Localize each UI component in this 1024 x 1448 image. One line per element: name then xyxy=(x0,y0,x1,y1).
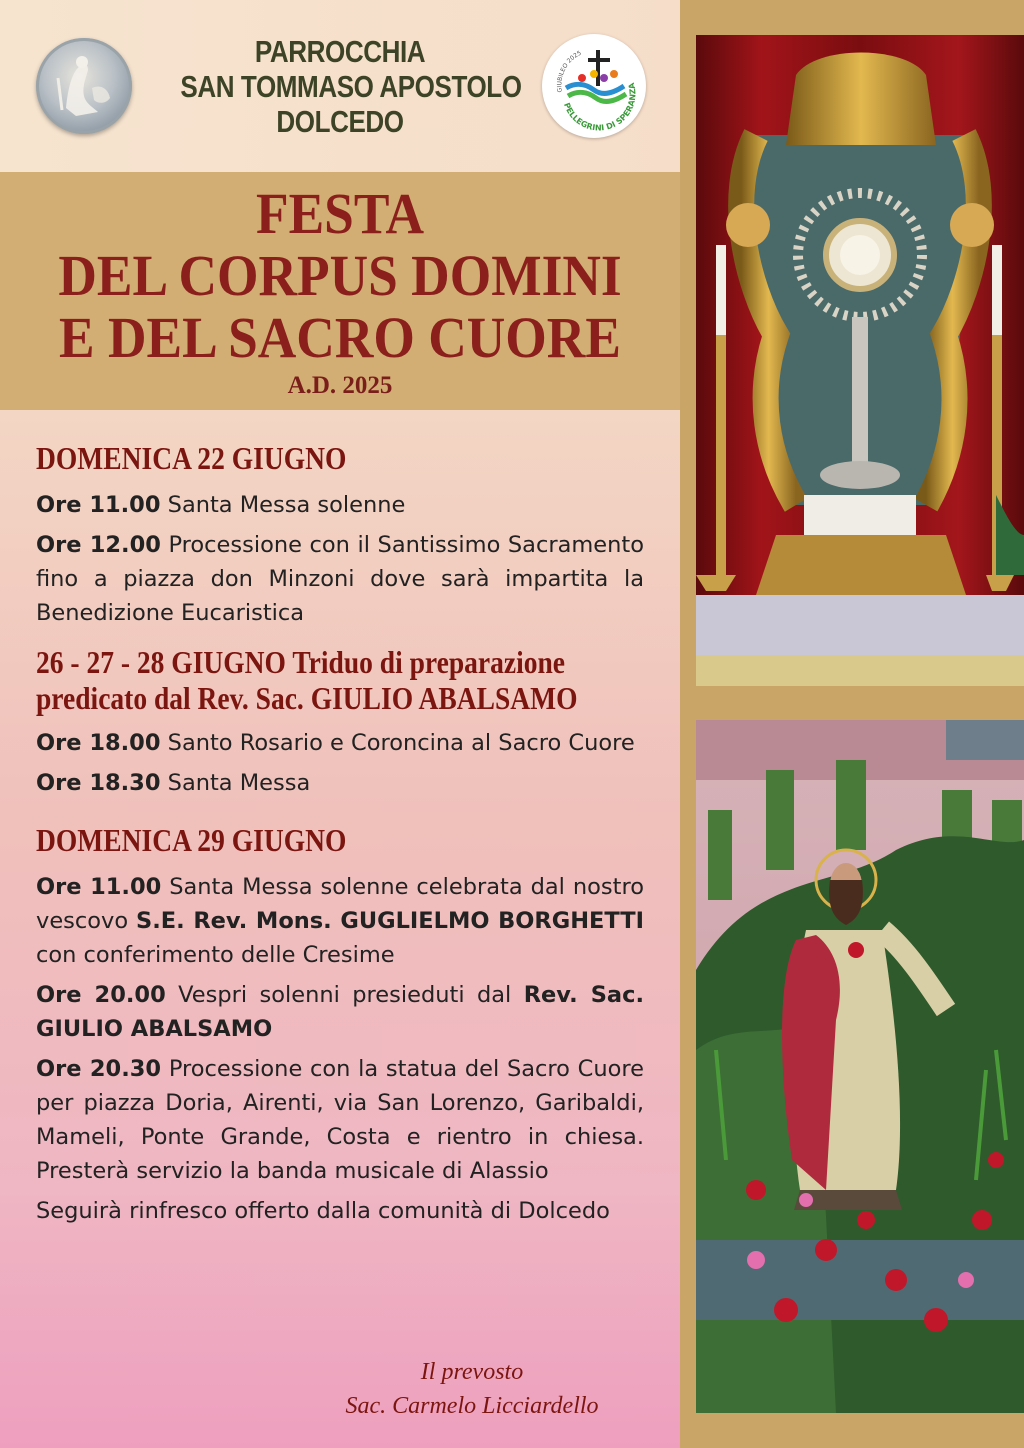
schedule-time: Ore 11.00 xyxy=(36,492,161,518)
schedule-time: Ore 20.00 xyxy=(36,982,166,1008)
schedule-item xyxy=(36,488,644,522)
bishop-name: S.E. Rev. Mons. GUGLIELMO BORGHETTI xyxy=(136,908,644,934)
parish-name xyxy=(180,34,522,139)
event-year: A.D. 2025 xyxy=(287,372,393,399)
schedule-text: Processione con la statua del Sacro Cuore per piazza Doria, Airenti, via San Lorenzo, Garibaldi, Mameli, Ponte Grande, Costa e rientro in chiesa. Presterà servizio la banda musicale di Alassio xyxy=(36,1056,644,1184)
schedule-text: Santa Messa solenne xyxy=(167,492,406,518)
schedule-text: con conferimento delle Cresime xyxy=(36,942,395,968)
saint-relief-emblem-icon xyxy=(36,38,132,134)
signature-role: Il prevosto xyxy=(420,1359,524,1385)
monstrance-photo xyxy=(696,35,1024,686)
signature-name: Sac. Carmelo Licciardello xyxy=(345,1393,599,1419)
schedule-time: Ore 18.00 xyxy=(36,730,161,756)
sacred-heart-statue-photo xyxy=(696,720,1024,1413)
priest-name: Rev. Sac. GIULIO ABALSAMO xyxy=(36,982,644,1042)
schedule-time: Ore 18.30 xyxy=(36,770,161,796)
schedule-time: Ore 11.00 xyxy=(36,874,162,900)
section-heading-22-june: DOMENICA 22 GIUGNO xyxy=(36,440,347,476)
schedule-text: Santa Messa xyxy=(167,770,311,796)
schedule-item xyxy=(36,870,644,972)
jubilee-2025-logo-icon xyxy=(542,34,646,138)
jubilee-bottom-text: PELLEGRINI DI SPERANZA xyxy=(562,81,638,133)
event-title xyxy=(0,183,680,369)
schedule-item xyxy=(36,528,644,630)
schedule-text: Vespri solenni presieduti dal xyxy=(178,982,524,1008)
title-line-2: DEL CORPUS DOMINI xyxy=(58,243,622,308)
section-heading-29-june: DOMENICA 29 GIUGNO xyxy=(36,822,347,858)
closing-note: Seguirà rinfresco offerto dalla comunità di Dolcedo xyxy=(36,1198,610,1224)
schedule-text: Processione con il Santissimo Sacramento fino a piazza don Minzoni dove sarà impartita la Benedizione Eucaristica xyxy=(36,532,644,626)
schedule-text: Santa Messa solenne celebrata dal nostro vescovo xyxy=(36,874,644,934)
schedule-item xyxy=(36,978,644,1046)
title-line-1: FESTA xyxy=(255,181,425,246)
signature xyxy=(300,1355,644,1423)
schedule-time: Ore 12.00 xyxy=(36,532,161,558)
parish-line-1: PARROCCHIA xyxy=(254,34,426,69)
jubilee-top-text: GIUBILEO 2025 xyxy=(556,49,583,93)
program xyxy=(36,440,644,1228)
parish-line-2: SAN TOMMASO APOSTOLO xyxy=(180,69,522,104)
section-heading-triduo: 26 - 27 - 28 GIUGNO Triduo di preparazione predicato dal Rev. Sac. GIULIO ABALSAMO xyxy=(36,644,578,716)
title-line-3: E DEL SACRO CUORE xyxy=(59,305,621,370)
schedule-time: Ore 20.30 xyxy=(36,1056,162,1082)
svg-text:PELLEGRINI DI SPERANZA xyxy=(562,81,638,132)
schedule-text: Santo Rosario e Coroncina al Sacro Cuore xyxy=(167,730,635,756)
schedule-item xyxy=(36,726,644,760)
parish-line-3: DOLCEDO xyxy=(276,104,404,139)
schedule-item xyxy=(36,1052,644,1188)
schedule-item xyxy=(36,766,644,800)
